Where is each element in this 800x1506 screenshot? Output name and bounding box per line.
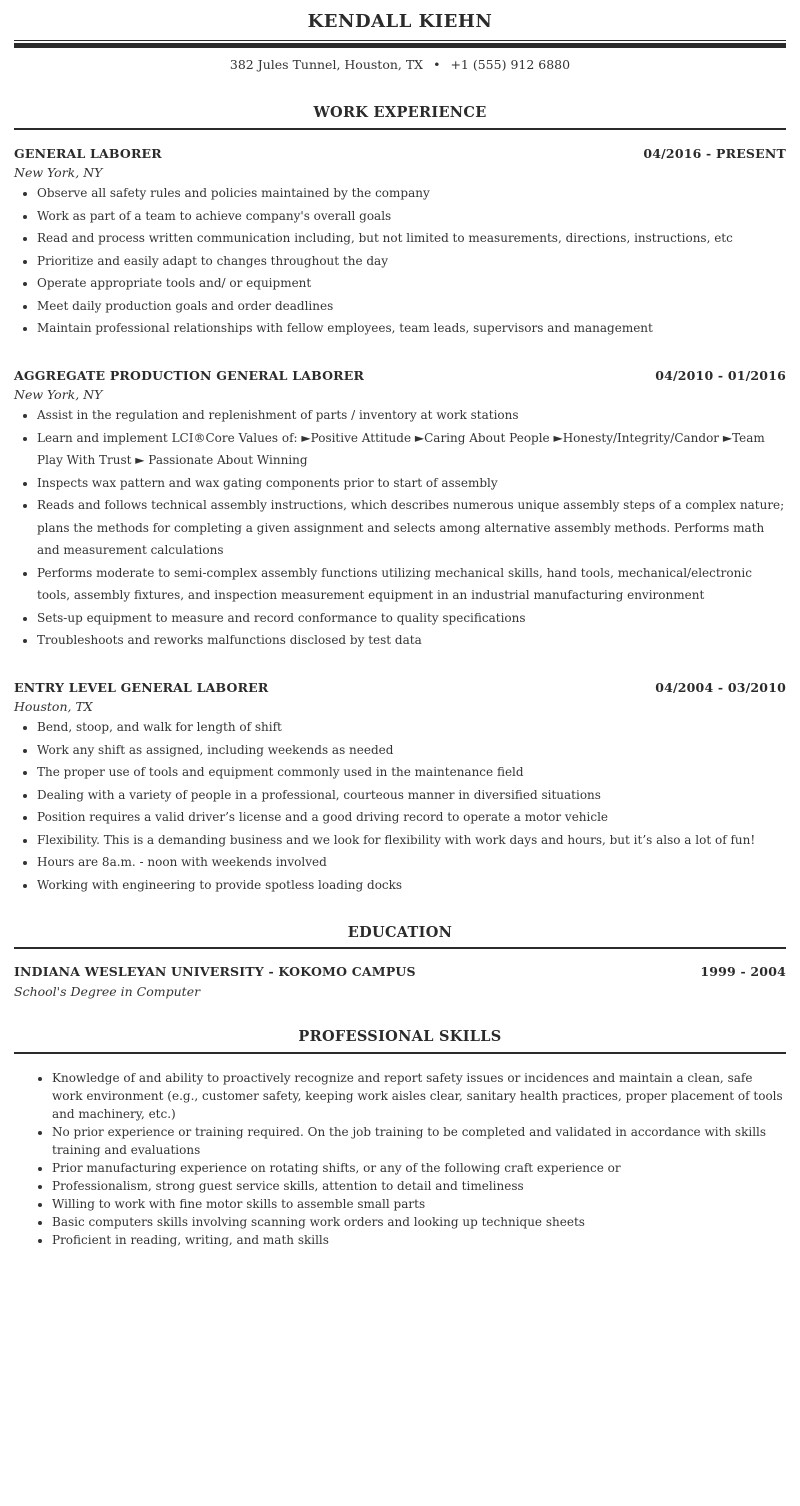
job-bullets: [14, 182, 786, 340]
list-item: • Sets-up equipment to measure and record conformance to quality specifications: [37, 607, 786, 630]
list-item: • Bend, stoop, and walk for length of shift: [37, 716, 786, 739]
skills-list: [14, 1069, 786, 1249]
job-title: AGGREGATE PRODUCTION GENERAL LABORER: [14, 368, 365, 383]
job-location: New York, NY: [14, 387, 103, 402]
education-years: 1999 - 2004: [700, 964, 786, 979]
section-title-work-experience: WORK EXPERIENCE: [313, 104, 487, 121]
list-item: • Observe all safety rules and policies maintained by the company: [37, 182, 786, 205]
section-title-professional-skills: PROFESSIONAL SKILLS: [298, 1028, 502, 1045]
section-rule-work: [14, 128, 786, 130]
job-location: Houston, TX: [14, 699, 93, 714]
list-item: • Operate appropriate tools and/ or equipment: [37, 272, 786, 295]
job-bullets: [14, 716, 786, 896]
list-item: • Willing to work with fine motor skills to assemble small parts: [52, 1195, 786, 1213]
list-item: • Position requires a valid driver’s license and a good driving record to operate a motor vehicle: [37, 806, 786, 829]
list-item: • Learn and implement LCI®Core Values of: ►Positive Attitude ►Caring About People ►Honesty/Integrity/Candor ►Team Play With Trust ► Passionate About Winning: [37, 427, 786, 472]
list-item: • Hours are 8a.m. - noon with weekends involved: [37, 851, 786, 874]
job-entry: [14, 680, 786, 896]
job-bullets: [14, 404, 786, 652]
job-location: New York, NY: [14, 165, 103, 180]
contact-phone: +1 (555) 912 6880: [450, 57, 571, 72]
list-item: • Troubleshoots and reworks malfunctions disclosed by test data: [37, 629, 786, 652]
list-item: • Read and process written communication including, but not limited to measurements, directions, instructions, etc: [37, 227, 786, 250]
school-name: INDIANA WESLEYAN UNIVERSITY - KOKOMO CAMPUS: [14, 964, 416, 979]
list-item: • Reads and follows technical assembly instructions, which describes numerous unique assembly steps of a complex nature; plans the methods for completing a given assignment and selects among alternative assembly methods. Performs math and measurement calculations: [37, 494, 786, 562]
list-item: • Knowledge of and ability to proactively recognize and report safety issues or incidences and maintain a clean, safe work environment (e.g., customer safety, keeping work aisles clear, sanitary health practices, proper placement of tools and machinery, etc.): [52, 1069, 786, 1123]
list-item: • No prior experience or training required. On the job training to be completed and validated in accordance with skills training and evaluations: [52, 1123, 786, 1159]
job-entry: [14, 146, 786, 340]
job-entry: [14, 368, 786, 652]
education-entry: [14, 964, 786, 1001]
job-dates: 04/2004 - 03/2010: [655, 680, 786, 695]
list-item: • Assist in the regulation and replenishment of parts / inventory at work stations: [37, 404, 786, 427]
job-dates: 04/2010 - 01/2016: [655, 368, 786, 383]
section-title-education: EDUCATION: [347, 924, 453, 941]
list-item: • Basic computers skills involving scanning work orders and looking up technique sheets: [52, 1213, 786, 1231]
list-item: • Professionalism, strong guest service skills, attention to detail and timeliness: [52, 1177, 786, 1195]
contact-line: [0, 57, 800, 72]
list-item: • Work as part of a team to achieve company's overall goals: [37, 205, 786, 228]
contact-address: 382 Jules Tunnel, Houston, TX: [229, 57, 424, 72]
job-title: ENTRY LEVEL GENERAL LABORER: [14, 680, 269, 695]
list-item: • Prior manufacturing experience on rotating shifts, or any of the following craft experience or: [52, 1159, 786, 1177]
header-rule-thick: [14, 43, 786, 48]
list-item: • Maintain professional relationships with fellow employees, team leads, supervisors and management: [37, 317, 786, 340]
section-rule-skills: [14, 1052, 786, 1054]
list-item: • Inspects wax pattern and wax gating components prior to start of assembly: [37, 472, 786, 495]
job-title: GENERAL LABORER: [14, 146, 162, 161]
contact-separator: •: [433, 57, 441, 72]
degree: School's Degree in Computer: [14, 984, 201, 999]
list-item: • Working with engineering to provide spotless loading docks: [37, 874, 786, 897]
list-item: • Proficient in reading, writing, and math skills: [52, 1231, 786, 1249]
list-item: • The proper use of tools and equipment commonly used in the maintenance field: [37, 761, 786, 784]
header-rule-thin: [14, 40, 786, 41]
list-item: • Flexibility. This is a demanding business and we look for flexibility with work days and hours, but it’s also a lot of fun!: [37, 829, 786, 852]
section-rule-education: [14, 947, 786, 949]
list-item: • Meet daily production goals and order deadlines: [37, 295, 786, 318]
list-item: • Dealing with a variety of people in a professional, courteous manner in diversified situations: [37, 784, 786, 807]
list-item: • Prioritize and easily adapt to changes throughout the day: [37, 250, 786, 273]
job-dates: 04/2016 - PRESENT: [643, 146, 786, 161]
list-item: • Work any shift as assigned, including weekends as needed: [37, 739, 786, 762]
list-item: • Performs moderate to semi-complex assembly functions utilizing mechanical skills, hand tools, mechanical/electronic tools, assembly fixtures, and inspection measurement equipment in an industrial manufacturing environment: [37, 562, 786, 607]
candidate-name: KENDALL KIEHN: [307, 11, 493, 32]
